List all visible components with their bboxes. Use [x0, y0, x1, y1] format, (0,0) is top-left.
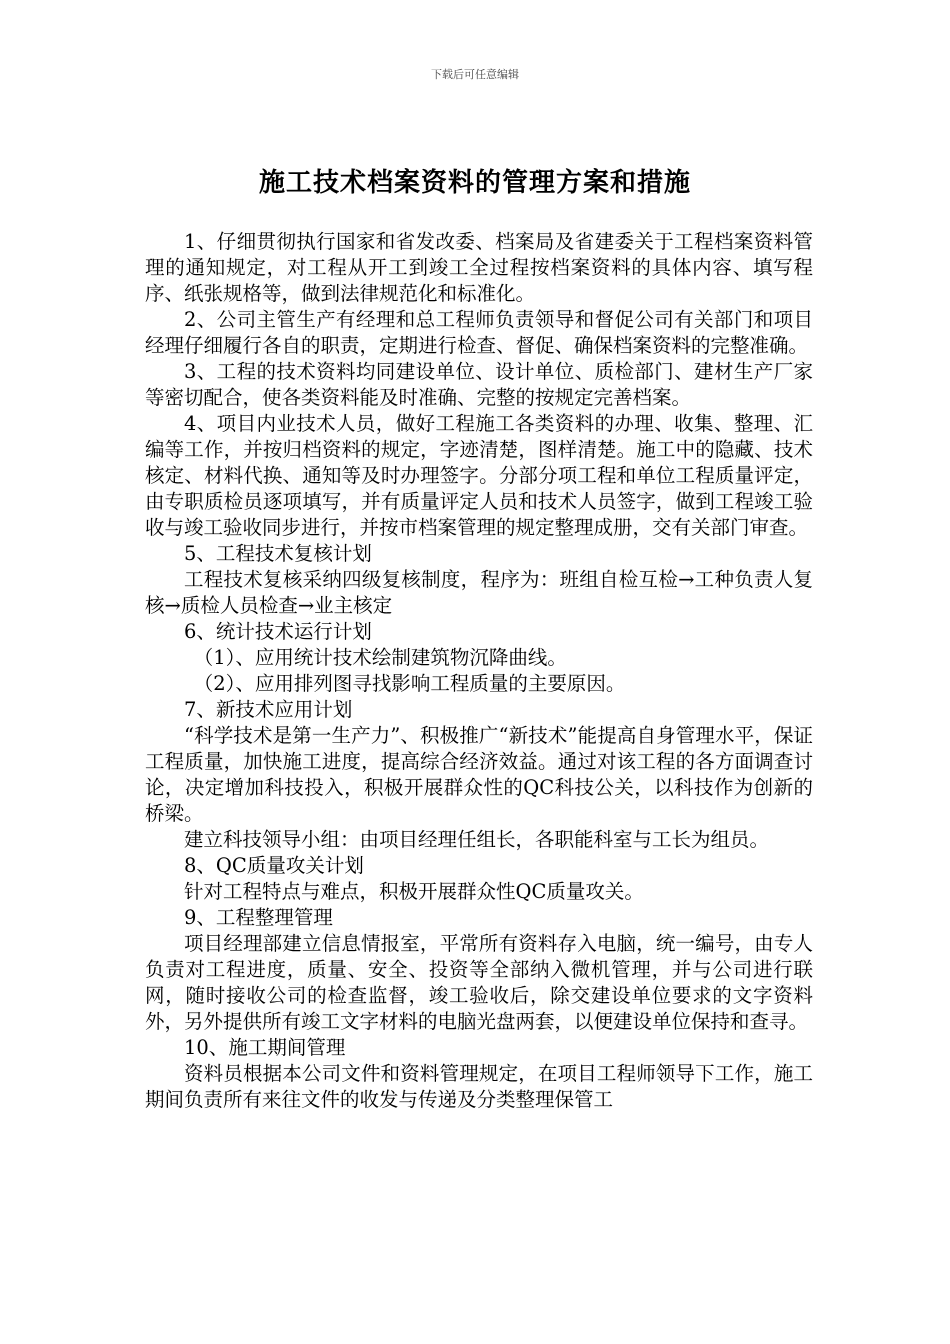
list-item-6-2: （2）、应用排列图寻找影响工程质量的主要原因。 — [193, 672, 626, 695]
paragraph-4: 4、项目内业技术人员，做好工程施工各类资料的办理、收集、整理、汇编等工作，并按归档资料的规定，字迹清楚，图样清楚。施工中的隐藏、技术核定、材料代换、通知等及时办理签字。分部分项工程和单位工程质量评定，由专职质检员逐项填写，并有质量评定人员和技术人员签字，做到工程竣工验收与竣工验收同步进行，并按市档案管理的规定整理成册，交有关部门审查。 — [145, 412, 813, 539]
section-heading-6: 6、统计技术运行计划 — [184, 620, 372, 643]
header-note: 下载后可任意编辑 — [431, 68, 519, 81]
section-heading-9: 9、工程整理管理 — [184, 906, 333, 929]
section-heading-7: 7、新技术应用计划 — [184, 698, 353, 721]
paragraph-1: 1、仔细贯彻执行国家和省发改委、档案局及省建委关于工程档案资料管理的通知规定，对工程从开工到竣工全过程按档案资料的具体内容、填写程序、纸张规格等，做到法律规范化和标准化。 — [145, 230, 813, 305]
paragraph-7-group: 建立科技领导小组：由项目经理任组长，各职能科室与工长为组员。 — [184, 828, 770, 851]
document-title: 施工技术档案资料的管理方案和措施 — [258, 168, 691, 198]
paragraph-10-body: 资料员根据本公司文件和资料管理规定，在项目工程师领导下工作，施工期间负责所有来往文件的收发与传递及分类整理保管工 — [145, 1062, 813, 1111]
section-heading-10: 10、施工期间管理 — [184, 1036, 346, 1059]
paragraph-7-body: “科学技术是第一生产力”、积极推广“新技术”能提高自身管理水平，保证工程质量，加快施工进度，提高综合经济效益。通过对该工程的各方面调查讨论，决定增加科技投入，积极开展群众性的QC科技公关，以科技作为创新的桥梁。 — [145, 724, 813, 825]
document-body — [145, 229, 813, 1113]
paragraph-9-body: 项目经理部建立信息情报室，平常所有资料存入电脑，统一编号，由专人负责对工程进度，质量、安全、投资等全部纳入微机管理，并与公司进行联网，随时接收公司的检查监督，竣工验收后，除交建设单位要求的文字资料外，另外提供所有竣工文字材料的电脑光盘两套，以便建设单位保持和查寻。 — [145, 932, 813, 1033]
paragraph-3: 3、工程的技术资料均同建设单位、设计单位、质检部门、建材生产厂家等密切配合，使各类资料能及时准确、完整的按规定完善档案。 — [145, 360, 813, 409]
list-item-6-1: （1）、应用统计技术绘制建筑物沉降曲线。 — [193, 646, 567, 669]
paragraph-8-body: 针对工程特点与难点，积极开展群众性QC质量攻关。 — [184, 880, 644, 903]
section-heading-8: 8、QC质量攻关计划 — [184, 854, 364, 877]
paragraph-2: 2、公司主管生产有经理和总工程师负责领导和督促公司有关部门和项目经理仔细履行各自的职责，定期进行检查、督促、确保档案资料的完整准确。 — [145, 308, 813, 357]
paragraph-5-body: 工程技术复核采纳四级复核制度，程序为：班组自检互检→工种负责人复核→质检人员检查→业主核定 — [145, 568, 813, 617]
section-heading-5: 5、工程技术复核计划 — [184, 542, 372, 565]
